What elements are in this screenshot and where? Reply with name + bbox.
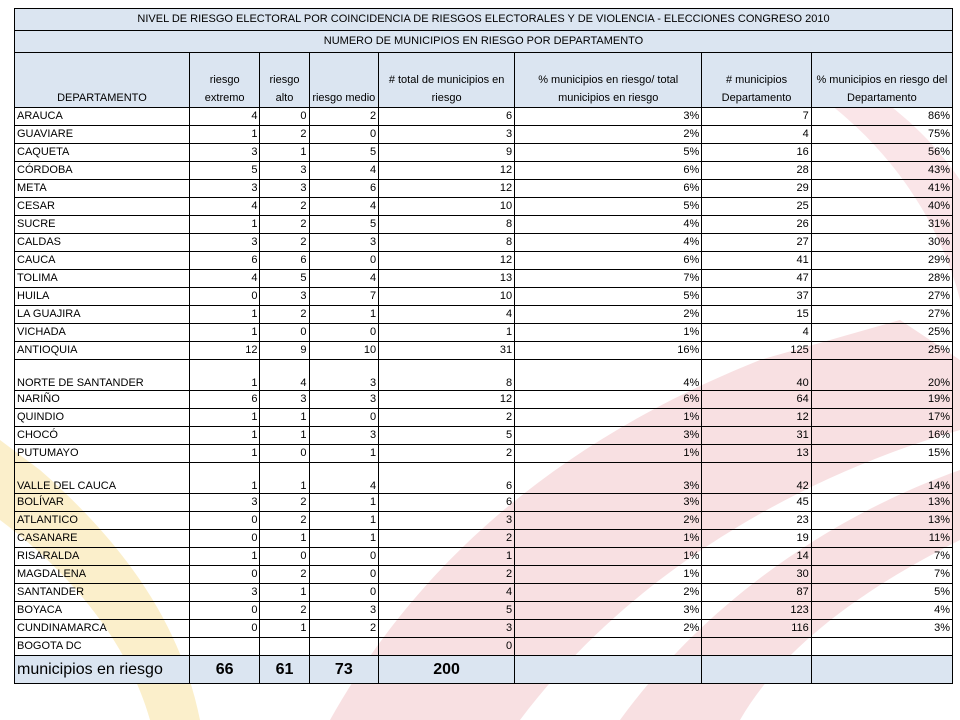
departamento-cell: META <box>15 180 190 198</box>
municipios-departamento-cell: 23 <box>702 512 811 530</box>
riesgo-alto-cell: 2 <box>260 494 309 512</box>
pct-total-cell: 1% <box>515 445 702 463</box>
pct-departamento-cell: 41% <box>811 180 952 198</box>
departamento-cell: BOYACA <box>15 602 190 620</box>
municipios-departamento-cell: 15 <box>702 306 811 324</box>
pct-total-cell: 6% <box>515 252 702 270</box>
riesgo-medio-cell: 1 <box>309 445 379 463</box>
departamento-cell: LA GUAJIRA <box>15 306 190 324</box>
pct-departamento-cell: 30% <box>811 234 952 252</box>
riesgo-medio-cell: 1 <box>309 530 379 548</box>
total-empty-cell <box>515 656 702 684</box>
table-row <box>15 108 953 126</box>
total-municipios-cell: 12 <box>379 391 515 409</box>
total-municipios-cell: 4 <box>379 306 515 324</box>
pct-departamento-cell: 56% <box>811 144 952 162</box>
pct-total-cell: 3% <box>515 463 702 494</box>
table-row <box>15 602 953 620</box>
pct-total-cell <box>515 638 702 656</box>
pct-departamento-cell: 25% <box>811 342 952 360</box>
pct-total-cell: 1% <box>515 530 702 548</box>
pct-total-cell: 1% <box>515 324 702 342</box>
pct-total-cell: 4% <box>515 360 702 391</box>
table-row <box>15 234 953 252</box>
departamento-cell: BOLÍVAR <box>15 494 190 512</box>
pct-departamento-cell: 27% <box>811 306 952 324</box>
total-municipios-cell: 1 <box>379 548 515 566</box>
total-municipios-cell: 2 <box>379 530 515 548</box>
header-riesgo-alto: riesgo alto <box>260 53 309 108</box>
riesgo-extremo-cell: 3 <box>189 180 260 198</box>
pct-departamento-cell: 20% <box>811 360 952 391</box>
pct-total-cell: 2% <box>515 512 702 530</box>
pct-total-cell: 4% <box>515 216 702 234</box>
table-row <box>15 198 953 216</box>
pct-departamento-cell: 7% <box>811 548 952 566</box>
riesgo-alto-cell: 2 <box>260 602 309 620</box>
municipios-departamento-cell: 26 <box>702 216 811 234</box>
table-row <box>15 162 953 180</box>
riesgo-medio-cell: 4 <box>309 270 379 288</box>
riesgo-alto-cell: 1 <box>260 584 309 602</box>
table-row <box>15 409 953 427</box>
total-empty-cell <box>702 656 811 684</box>
table-row <box>15 548 953 566</box>
total-municipios-cell: 5 <box>379 427 515 445</box>
riesgo-medio-cell: 2 <box>309 620 379 638</box>
pct-total-cell: 2% <box>515 306 702 324</box>
municipios-departamento-cell: 30 <box>702 566 811 584</box>
total-municipios-cell: 3 <box>379 126 515 144</box>
riesgo-extremo-cell: 0 <box>189 288 260 306</box>
total-municipios-cell: 2 <box>379 409 515 427</box>
pct-total-cell: 6% <box>515 162 702 180</box>
riesgo-alto-cell: 2 <box>260 566 309 584</box>
pct-departamento-cell: 7% <box>811 566 952 584</box>
riesgo-extremo-cell: 0 <box>189 602 260 620</box>
riesgo-alto-cell: 6 <box>260 252 309 270</box>
total-municipios-cell: 12 <box>379 162 515 180</box>
riesgo-alto-cell: 3 <box>260 162 309 180</box>
riesgo-alto-cell: 2 <box>260 198 309 216</box>
riesgo-medio-cell: 4 <box>309 463 379 494</box>
totals-label: municipios en riesgo <box>15 656 190 684</box>
riesgo-medio-cell: 2 <box>309 108 379 126</box>
riesgo-alto-cell: 2 <box>260 126 309 144</box>
table-row <box>15 463 953 494</box>
pct-total-cell: 3% <box>515 494 702 512</box>
riesgo-extremo-cell: 3 <box>189 144 260 162</box>
departamento-cell: NARIÑO <box>15 391 190 409</box>
pct-total-cell: 5% <box>515 288 702 306</box>
pct-total-cell: 1% <box>515 566 702 584</box>
total-municipios-cell: 8 <box>379 216 515 234</box>
riesgo-alto-cell: 0 <box>260 108 309 126</box>
total-municipios-cell: 5 <box>379 602 515 620</box>
pct-departamento-cell: 19% <box>811 391 952 409</box>
riesgo-medio-cell: 0 <box>309 126 379 144</box>
table-row <box>15 620 953 638</box>
table-row <box>15 360 953 391</box>
total-municipios-cell: 3 <box>379 620 515 638</box>
riesgo-extremo-cell <box>189 638 260 656</box>
table-row <box>15 144 953 162</box>
municipios-departamento-cell: 29 <box>702 180 811 198</box>
riesgo-alto-cell: 0 <box>260 548 309 566</box>
riesgo-extremo-cell: 0 <box>189 620 260 638</box>
departamento-cell: QUINDIO <box>15 409 190 427</box>
table-row <box>15 324 953 342</box>
table-row <box>15 216 953 234</box>
municipios-departamento-cell: 16 <box>702 144 811 162</box>
riesgo-medio-cell: 4 <box>309 198 379 216</box>
pct-departamento-cell: 27% <box>811 288 952 306</box>
table-row <box>15 530 953 548</box>
municipios-departamento-cell: 37 <box>702 288 811 306</box>
table-body <box>15 108 953 656</box>
riesgo-alto-cell: 2 <box>260 512 309 530</box>
table-title: NIVEL DE RIESGO ELECTORAL POR COINCIDENCIA DE RIESGOS ELECTORALES Y DE VIOLENCIA - ELECCIONES CONGRESO 2010 <box>15 9 953 31</box>
pct-departamento-cell: 5% <box>811 584 952 602</box>
municipios-departamento-cell: 14 <box>702 548 811 566</box>
total-municipios-cell: 1 <box>379 324 515 342</box>
total-extremo: 66 <box>189 656 260 684</box>
riesgo-alto-cell: 1 <box>260 144 309 162</box>
riesgo-medio-cell: 3 <box>309 602 379 620</box>
riesgo-extremo-cell: 0 <box>189 566 260 584</box>
riesgo-extremo-cell: 6 <box>189 252 260 270</box>
departamento-cell: CAQUETA <box>15 144 190 162</box>
departamento-cell: CÓRDOBA <box>15 162 190 180</box>
header-departamento: DEPARTAMENTO <box>15 53 190 108</box>
table-row <box>15 391 953 409</box>
pct-departamento-cell <box>811 638 952 656</box>
municipios-departamento-cell: 4 <box>702 126 811 144</box>
table-row <box>15 584 953 602</box>
riesgo-alto-cell: 1 <box>260 463 309 494</box>
municipios-departamento-cell: 116 <box>702 620 811 638</box>
riesgo-extremo-cell: 1 <box>189 324 260 342</box>
municipios-departamento-cell: 41 <box>702 252 811 270</box>
pct-departamento-cell: 29% <box>811 252 952 270</box>
departamento-cell: RISARALDA <box>15 548 190 566</box>
municipios-departamento-cell <box>702 638 811 656</box>
riesgo-alto-cell: 0 <box>260 324 309 342</box>
pct-total-cell: 2% <box>515 126 702 144</box>
table-row <box>15 494 953 512</box>
riesgo-alto-cell: 3 <box>260 180 309 198</box>
departamento-cell: ANTIOQUIA <box>15 342 190 360</box>
departamento-cell: PUTUMAYO <box>15 445 190 463</box>
risk-table <box>14 8 953 684</box>
total-municipios-cell: 13 <box>379 270 515 288</box>
riesgo-medio-cell: 4 <box>309 162 379 180</box>
riesgo-medio-cell: 3 <box>309 391 379 409</box>
pct-departamento-cell: 31% <box>811 216 952 234</box>
table-row <box>15 512 953 530</box>
municipios-departamento-cell: 47 <box>702 270 811 288</box>
total-municipios-cell: 3 <box>379 512 515 530</box>
departamento-cell: CALDAS <box>15 234 190 252</box>
pct-total-cell: 4% <box>515 234 702 252</box>
municipios-departamento-cell: 25 <box>702 198 811 216</box>
riesgo-extremo-cell: 5 <box>189 162 260 180</box>
riesgo-medio-cell: 0 <box>309 566 379 584</box>
pct-total-cell: 3% <box>515 108 702 126</box>
riesgo-medio-cell: 0 <box>309 252 379 270</box>
riesgo-alto-cell: 5 <box>260 270 309 288</box>
riesgo-medio-cell: 10 <box>309 342 379 360</box>
header-municipios-departamento: # municipios Departamento <box>702 53 811 108</box>
municipios-departamento-cell: 123 <box>702 602 811 620</box>
departamento-cell: ATLANTICO <box>15 512 190 530</box>
riesgo-alto-cell: 2 <box>260 306 309 324</box>
riesgo-extremo-cell: 1 <box>189 409 260 427</box>
municipios-departamento-cell: 31 <box>702 427 811 445</box>
total-municipios-cell: 10 <box>379 198 515 216</box>
municipios-departamento-cell: 28 <box>702 162 811 180</box>
total-alto: 61 <box>260 656 309 684</box>
departamento-cell: GUAVIARE <box>15 126 190 144</box>
pct-departamento-cell: 43% <box>811 162 952 180</box>
pct-departamento-cell: 13% <box>811 494 952 512</box>
riesgo-extremo-cell: 12 <box>189 342 260 360</box>
riesgo-alto-cell: 4 <box>260 360 309 391</box>
departamento-cell: VICHADA <box>15 324 190 342</box>
table-container <box>14 8 953 684</box>
pct-total-cell: 5% <box>515 144 702 162</box>
riesgo-extremo-cell: 4 <box>189 270 260 288</box>
riesgo-medio-cell: 1 <box>309 306 379 324</box>
total-municipios-cell: 8 <box>379 234 515 252</box>
pct-departamento-cell: 11% <box>811 530 952 548</box>
departamento-cell: VALLE DEL CAUCA <box>15 463 190 494</box>
pct-departamento-cell: 40% <box>811 198 952 216</box>
table-subtitle: NUMERO DE MUNICIPIOS EN RIESGO POR DEPARTAMENTO <box>15 31 953 53</box>
riesgo-medio-cell: 7 <box>309 288 379 306</box>
pct-departamento-cell: 14% <box>811 463 952 494</box>
total-municipios-cell: 10 <box>379 288 515 306</box>
header-riesgo-medio: riesgo medio <box>309 53 379 108</box>
riesgo-alto-cell: 2 <box>260 216 309 234</box>
riesgo-alto-cell: 3 <box>260 288 309 306</box>
pct-departamento-cell: 13% <box>811 512 952 530</box>
municipios-departamento-cell: 12 <box>702 409 811 427</box>
municipios-departamento-cell: 87 <box>702 584 811 602</box>
table-row <box>15 306 953 324</box>
departamento-cell: ARAUCA <box>15 108 190 126</box>
riesgo-medio-cell: 0 <box>309 548 379 566</box>
departamento-cell: CAUCA <box>15 252 190 270</box>
total-municipios-cell: 12 <box>379 180 515 198</box>
riesgo-medio-cell: 0 <box>309 409 379 427</box>
pct-departamento-cell: 16% <box>811 427 952 445</box>
municipios-departamento-cell: 13 <box>702 445 811 463</box>
riesgo-extremo-cell: 1 <box>189 548 260 566</box>
table-row <box>15 638 953 656</box>
departamento-cell: HUILA <box>15 288 190 306</box>
pct-departamento-cell: 17% <box>811 409 952 427</box>
total-municipios-cell: 8 <box>379 360 515 391</box>
riesgo-medio-cell: 0 <box>309 324 379 342</box>
departamento-cell: NORTE DE SANTANDER <box>15 360 190 391</box>
departamento-cell: CHOCÓ <box>15 427 190 445</box>
header-total-municipios: # total de municipios en riesgo <box>379 53 515 108</box>
pct-total-cell: 6% <box>515 391 702 409</box>
departamento-cell: SANTANDER <box>15 584 190 602</box>
riesgo-extremo-cell: 1 <box>189 360 260 391</box>
riesgo-extremo-cell: 1 <box>189 463 260 494</box>
table-row <box>15 252 953 270</box>
pct-total-cell: 16% <box>515 342 702 360</box>
riesgo-extremo-cell: 0 <box>189 512 260 530</box>
table-row <box>15 270 953 288</box>
total-empty-cell <box>811 656 952 684</box>
departamento-cell: CUNDINAMARCA <box>15 620 190 638</box>
riesgo-medio-cell: 1 <box>309 494 379 512</box>
total-municipios-cell: 2 <box>379 566 515 584</box>
riesgo-medio-cell: 5 <box>309 144 379 162</box>
departamento-cell: CESAR <box>15 198 190 216</box>
riesgo-medio-cell <box>309 638 379 656</box>
municipios-departamento-cell: 64 <box>702 391 811 409</box>
table-row <box>15 445 953 463</box>
riesgo-medio-cell: 1 <box>309 512 379 530</box>
riesgo-extremo-cell: 1 <box>189 427 260 445</box>
riesgo-alto-cell: 2 <box>260 234 309 252</box>
riesgo-alto-cell: 9 <box>260 342 309 360</box>
table-row <box>15 566 953 584</box>
total-municipios-cell: 6 <box>379 463 515 494</box>
municipios-departamento-cell: 4 <box>702 324 811 342</box>
municipios-departamento-cell: 19 <box>702 530 811 548</box>
pct-departamento-cell: 25% <box>811 324 952 342</box>
departamento-cell: BOGOTA DC <box>15 638 190 656</box>
riesgo-medio-cell: 3 <box>309 360 379 391</box>
total-municipios-cell: 6 <box>379 494 515 512</box>
departamento-cell: SUCRE <box>15 216 190 234</box>
pct-departamento-cell: 4% <box>811 602 952 620</box>
header-pct-departamento: % municipios en riesgo del Departamento <box>811 53 952 108</box>
pct-total-cell: 2% <box>515 584 702 602</box>
pct-total-cell: 3% <box>515 602 702 620</box>
total-municipios-cell: 0 <box>379 638 515 656</box>
municipios-departamento-cell: 45 <box>702 494 811 512</box>
riesgo-medio-cell: 6 <box>309 180 379 198</box>
riesgo-extremo-cell: 0 <box>189 530 260 548</box>
pct-total-cell: 2% <box>515 620 702 638</box>
riesgo-alto-cell: 0 <box>260 445 309 463</box>
riesgo-extremo-cell: 6 <box>189 391 260 409</box>
departamento-cell: MAGDALENA <box>15 566 190 584</box>
riesgo-extremo-cell: 3 <box>189 584 260 602</box>
riesgo-extremo-cell: 4 <box>189 108 260 126</box>
departamento-cell: CASANARE <box>15 530 190 548</box>
riesgo-alto-cell: 1 <box>260 620 309 638</box>
riesgo-alto-cell: 1 <box>260 530 309 548</box>
total-medio: 73 <box>309 656 379 684</box>
total-municipios-cell: 4 <box>379 584 515 602</box>
riesgo-medio-cell: 5 <box>309 216 379 234</box>
table-row <box>15 427 953 445</box>
pct-departamento-cell: 3% <box>811 620 952 638</box>
header-riesgo-extremo: riesgo extremo <box>189 53 260 108</box>
pct-total-cell: 7% <box>515 270 702 288</box>
riesgo-medio-cell: 3 <box>309 427 379 445</box>
riesgo-extremo-cell: 1 <box>189 306 260 324</box>
municipios-departamento-cell: 125 <box>702 342 811 360</box>
table-row <box>15 288 953 306</box>
table-row <box>15 342 953 360</box>
pct-total-cell: 5% <box>515 198 702 216</box>
municipios-departamento-cell: 7 <box>702 108 811 126</box>
total-municipios-cell: 12 <box>379 252 515 270</box>
riesgo-extremo-cell: 1 <box>189 126 260 144</box>
total-municipios-cell: 6 <box>379 108 515 126</box>
total-municipios-cell: 9 <box>379 144 515 162</box>
pct-total-cell: 1% <box>515 548 702 566</box>
pct-total-cell: 3% <box>515 427 702 445</box>
municipios-departamento-cell: 40 <box>702 360 811 391</box>
header-pct-total: % municipios en riesgo/ total municipios en riesgo <box>515 53 702 108</box>
totals-row <box>15 656 953 684</box>
pct-departamento-cell: 86% <box>811 108 952 126</box>
riesgo-alto-cell <box>260 638 309 656</box>
table-row <box>15 126 953 144</box>
riesgo-alto-cell: 1 <box>260 427 309 445</box>
riesgo-extremo-cell: 1 <box>189 445 260 463</box>
total-municipios-cell: 2 <box>379 445 515 463</box>
riesgo-extremo-cell: 4 <box>189 198 260 216</box>
riesgo-medio-cell: 3 <box>309 234 379 252</box>
pct-departamento-cell: 28% <box>811 270 952 288</box>
riesgo-alto-cell: 3 <box>260 391 309 409</box>
pct-departamento-cell: 15% <box>811 445 952 463</box>
pct-departamento-cell: 75% <box>811 126 952 144</box>
pct-total-cell: 1% <box>515 409 702 427</box>
riesgo-alto-cell: 1 <box>260 409 309 427</box>
total-municipios-cell: 31 <box>379 342 515 360</box>
municipios-departamento-cell: 42 <box>702 463 811 494</box>
municipios-departamento-cell: 27 <box>702 234 811 252</box>
total-municipios: 200 <box>379 656 515 684</box>
departamento-cell: TOLIMA <box>15 270 190 288</box>
riesgo-medio-cell: 0 <box>309 584 379 602</box>
pct-total-cell: 6% <box>515 180 702 198</box>
riesgo-extremo-cell: 1 <box>189 216 260 234</box>
table-row <box>15 180 953 198</box>
riesgo-extremo-cell: 3 <box>189 494 260 512</box>
riesgo-extremo-cell: 3 <box>189 234 260 252</box>
